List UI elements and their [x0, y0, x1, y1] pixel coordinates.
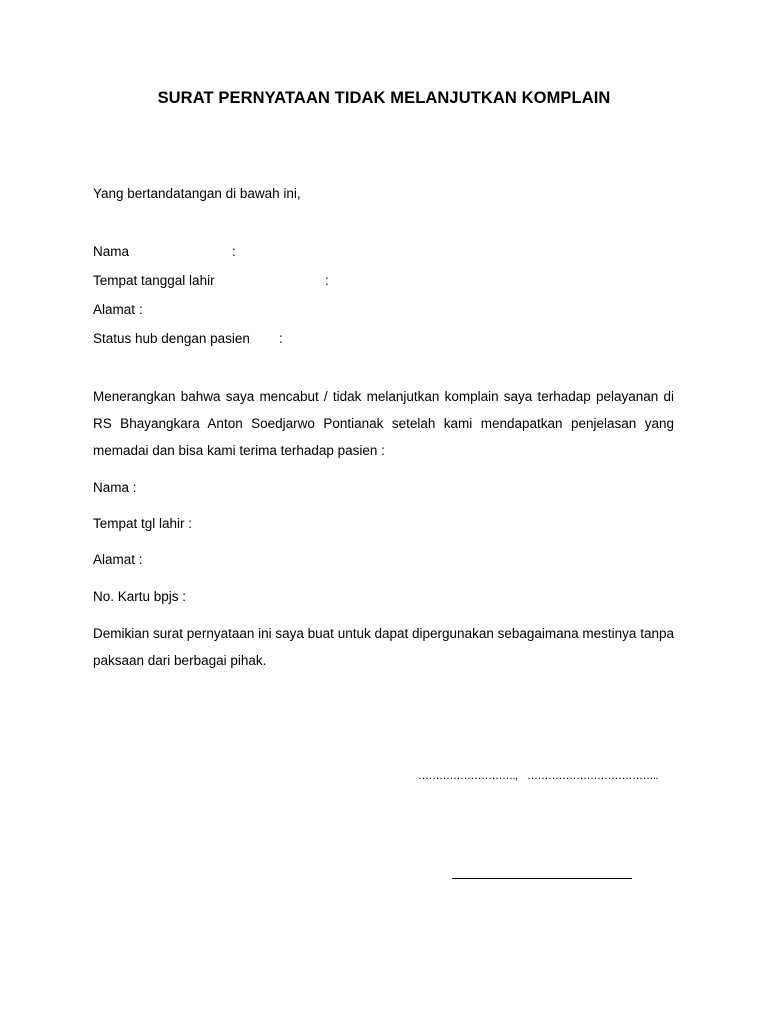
statement-paragraph: Menerangkan bahwa saya mencabut / tidak melanjutkan komplain saya terhadap pelayanan di RS Bhayangkara Anton Soedjarwo Pontianak setelah kami mendapatkan penjelasan yang memadai dan bisa kami terima terhadap pasien :	[93, 389, 674, 458]
signer-address-colon: :	[139, 302, 143, 317]
patient-name-field: Nama :	[93, 480, 137, 495]
patient-bpjs-field: No. Kartu bpjs :	[93, 589, 187, 604]
signature-line	[452, 878, 632, 879]
signer-relation-label: Status hub dengan pasien	[93, 331, 250, 346]
signer-address-label: Alamat	[93, 302, 136, 317]
signer-name-colon: :	[232, 244, 236, 259]
patient-address-field: Alamat :	[93, 552, 143, 567]
intro-text: Yang bertandatangan di bawah ini,	[93, 186, 301, 201]
signer-birth-colon: :	[325, 273, 329, 288]
document-title: SURAT PERNYATAAN TIDAK MELANJUTKAN KOMPLAIN	[157, 89, 611, 107]
closing-paragraph: Demikian surat pernyataan ini saya buat untuk dapat dipergunakan sebagaimana mestinya tanpa paksaan dari berbagai pihak.	[93, 626, 674, 668]
patient-birth-field: Tempat tgl lahir :	[93, 516, 193, 531]
place-placeholder: ……………………….,	[418, 770, 518, 782]
signer-relation-colon: :	[279, 331, 283, 346]
signer-birth-label: Tempat tanggal lahir	[93, 273, 215, 288]
date-placeholder: ………………………………..	[527, 770, 659, 782]
signer-name-label: Nama	[93, 244, 130, 259]
